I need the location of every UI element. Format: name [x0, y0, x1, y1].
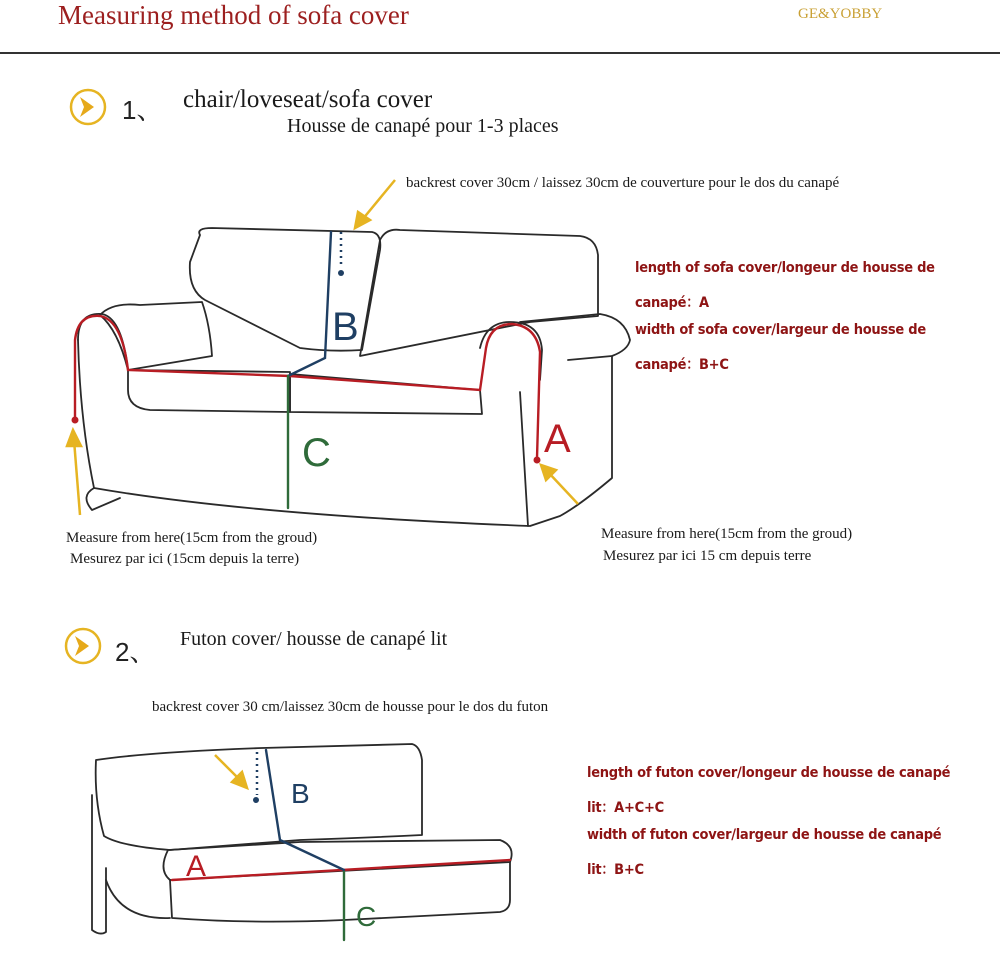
futon-width-line1: width of futon cover/largeur de housse de canapé: [587, 827, 942, 843]
sofa-length-line1: length of sofa cover/longeur de housse de: [635, 260, 935, 276]
measure-right-line2: Mesurez par ici 15 cm depuis terre: [603, 548, 812, 564]
section1-subheading: Housse de canapé pour 1-3 places: [287, 115, 559, 137]
measure-left-line1: Measure from here(15cm from the groud): [66, 530, 318, 546]
section2-backrest-note: backrest cover 30 cm/laissez 30cm de housse pour le dos du futon: [152, 699, 549, 715]
section2-number: 2、: [115, 637, 156, 667]
futon-length-line1: length of futon cover/longeur de housse de canapé: [587, 765, 951, 781]
futon-backrest: [96, 744, 422, 850]
futon-arrow-icon: [215, 755, 247, 788]
label-c-sofa: C: [302, 431, 331, 475]
futon-width-line2: lit：B+C: [587, 862, 644, 878]
page-title: Measuring method of sofa cover: [58, 0, 409, 30]
section1-number: 1、: [122, 95, 163, 125]
section2-heading: Futon cover/ housse de canapé lit: [180, 628, 448, 650]
measure-left-line2: Mesurez par ici (15cm depuis la terre): [70, 551, 300, 567]
measure-right-line1: Measure from here(15cm from the groud): [601, 526, 853, 542]
futon-length-line2: lit：A+C+C: [587, 800, 664, 816]
label-b-sofa: B: [332, 305, 359, 349]
section1-heading: chair/loveseat/sofa cover: [183, 86, 433, 113]
label-b-futon: B: [291, 778, 310, 809]
sofa-length-line2: canapé：A: [635, 295, 709, 311]
brand-logo-text: GE&YOBBY: [798, 6, 883, 22]
sofa-width-line1: width of sofa cover/largeur de housse de: [635, 322, 926, 338]
label-a-sofa: A: [544, 417, 571, 461]
sofa-width-line2: canapé：B+C: [635, 357, 729, 373]
measure-line-b-futon: [266, 750, 344, 870]
label-a-futon: A: [186, 850, 207, 883]
section1-backrest-note: backrest cover 30cm / laissez 30cm de couverture pour le dos du canapé: [406, 175, 840, 191]
measure-line-a-futon: [172, 860, 510, 880]
label-c-futon: C: [356, 901, 377, 932]
